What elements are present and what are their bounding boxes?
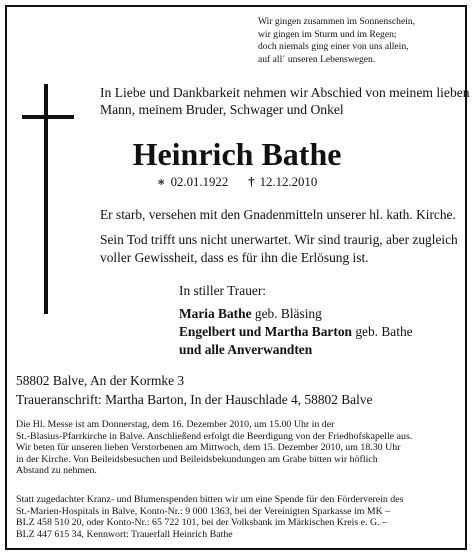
mourner-name: und alle Anverwandten xyxy=(179,342,313,357)
donation-line: BLZ 447 615 34, Kennwort: Trauerfall Heinrich Bathe xyxy=(16,528,233,540)
donation-line: St.-Marien-Hospitals in Balve, Konto-Nr.: 9 000 1363, bei der Vereinigten Sparkasse im MK – xyxy=(16,505,391,517)
intro-line: In Liebe und Dankbarkeit nehmen wir Abschied von meinem lieben xyxy=(100,85,470,100)
donation-line: BLZ 458 510 20, oder Konto-Nr.: 65 722 101, bei der Volksbank im Märkischen Kreis e. G. – xyxy=(16,517,387,529)
grief-statement xyxy=(100,231,458,266)
mourner-name: Maria Bathe xyxy=(179,306,252,321)
mass-info xyxy=(16,419,412,477)
mourning-address: Traueranschrift: Martha Barton, In der Hauschlade 4, 58802 Balve xyxy=(16,392,373,407)
mourner-row xyxy=(179,341,413,359)
birth-date: 02.01.1922 xyxy=(170,175,229,189)
mourners-block xyxy=(179,282,413,359)
birth-star-icon: ∗ xyxy=(156,175,166,189)
grief-line: Sein Tod trifft uns nicht unerwartet. Wir sind traurig, aber zugleich xyxy=(100,232,458,247)
mass-line: in der Kirche. Von Beileidsbesuchen und Beileidsbekundungen am Grabe bitten wir höflich xyxy=(16,453,378,465)
death-cross-icon: † xyxy=(248,175,255,189)
mourners-heading: In stiller Trauer: xyxy=(179,283,267,298)
death-date: 12.12.2010 xyxy=(259,175,318,189)
mass-line: St.-Blasius-Pfarrkirche in Balve. Anschließend erfolgt die Beerdigung von der Friedhofskapelle aus. xyxy=(16,430,413,442)
mourner-birthname: geb. Bathe xyxy=(351,324,413,339)
poem-line: wir gingen im Sturm und im Regen; xyxy=(258,28,397,40)
poem-line: auf all´ unseren Lebenswegen. xyxy=(258,53,376,65)
poem xyxy=(258,16,415,66)
poem-line: Wir gingen zusammen im Sonnenschein, xyxy=(258,16,416,27)
mourner-name: Engelbert und Martha Barton xyxy=(179,324,352,339)
intro-text xyxy=(100,84,470,118)
deceased-name: Heinrich Bathe xyxy=(132,136,342,172)
mourner-birthname: geb. Bläsing xyxy=(251,306,322,321)
family-address: 58802 Balve, An der Kormke 3 xyxy=(16,373,185,388)
poem-line: doch niemals ging einer von uns allein, xyxy=(258,41,409,53)
mourner-row xyxy=(179,323,413,341)
mourner-row xyxy=(179,305,413,323)
life-dates xyxy=(0,174,474,190)
died-statement: Er starb, versehen mit den Gnadenmitteln unserer hl. kath. Kirche. xyxy=(100,207,456,222)
grief-line: voller Gewissheit, dass es für ihn die Erlösung ist. xyxy=(100,249,369,265)
intro-line: Mann, meinem Bruder, Schwager und Onkel xyxy=(100,102,344,117)
mass-line: Wir beten für unseren lieben Verstorbenen am Mittwoch, dem 15. Dezember 2010, um 18.30 Uhr xyxy=(16,442,401,454)
mass-line: Die Hl. Messe ist am Donnerstag, dem 16. Dezember 2010, um 15.00 Uhr in der xyxy=(16,419,335,430)
cross-icon-horizontal xyxy=(22,115,74,119)
donation-line: Statt zugedachter Kranz- und Blumenspenden bitten wir um eine Spende für den Förderverein des xyxy=(16,494,404,505)
donation-info xyxy=(16,494,403,540)
mass-line: Abstand zu nehmen. xyxy=(16,465,97,477)
